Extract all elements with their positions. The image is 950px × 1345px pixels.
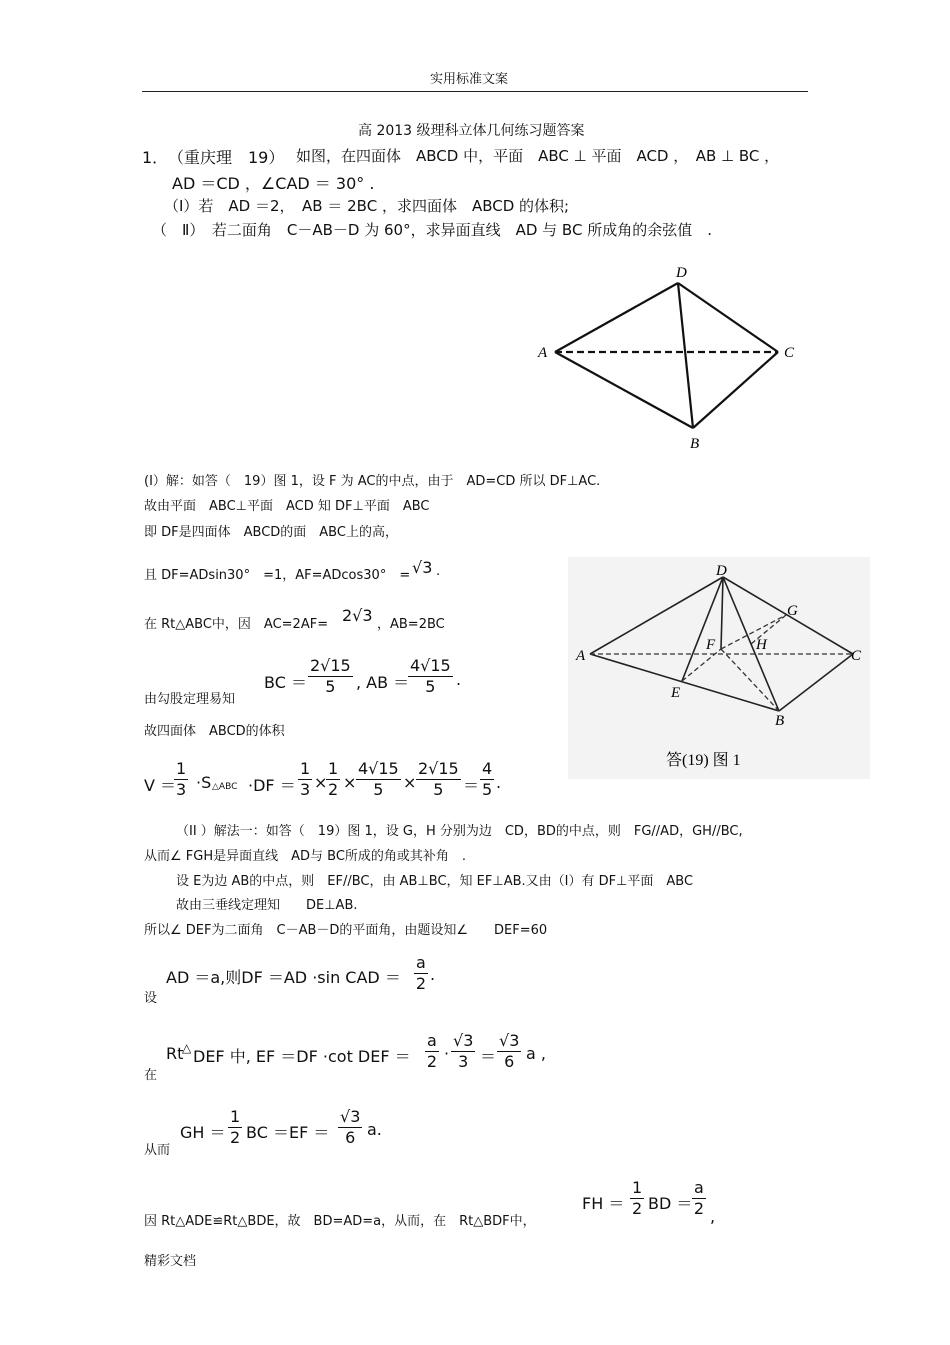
- volume-sub: △ABC: [212, 782, 238, 792]
- q1-frac-den: 2: [415, 974, 426, 993]
- fig2-label-f: F: [706, 637, 716, 653]
- vol-frac-2-den: 3: [300, 780, 311, 799]
- sol-line3: 即 DF是四面体 ABCD的面 ABC上的高，: [144, 525, 398, 540]
- q1-end: .: [430, 965, 436, 984]
- problem-number: 1．: [142, 148, 169, 167]
- fig2-label-a: A: [576, 648, 586, 664]
- volume-s: ·S: [196, 773, 212, 792]
- part2-line1: （II ）解法一：如答（ 19）图 1，设 G，H 分别为边 CD，BD的中点，则 FG//AD，GH//BC,: [176, 824, 743, 839]
- volume-x3: ×: [403, 773, 417, 792]
- volume-end: .: [496, 773, 502, 792]
- vol-frac-3-den: 2: [328, 780, 339, 799]
- tetrahedron-figure: [530, 258, 820, 458]
- q2-frac-1: [425, 1031, 439, 1072]
- q2-end: a ,: [526, 1044, 546, 1063]
- vol-frac-2: [298, 759, 312, 800]
- problem-line1: 如图，在四面体 ABCD 中，平面 ABC ⊥ 平面 ACD ， AB ⊥ BC ，: [296, 147, 780, 165]
- sol-line5c: ，AB=2BC: [377, 617, 445, 632]
- vol-frac-5: [416, 759, 461, 800]
- ab-fraction: [408, 656, 453, 697]
- q4-frac-2: [692, 1178, 706, 1219]
- q1-lead: 设: [144, 991, 158, 1006]
- vol-frac-4-den: 5: [373, 780, 384, 799]
- problem-part1: （Ⅰ）若 AD ＝2， AB ＝ 2BC ，求四面体 ABCD 的体积;: [164, 197, 570, 215]
- q2-frac-1-num: a: [427, 1031, 437, 1050]
- q3-frac-1-den: 2: [230, 1128, 241, 1147]
- q4-bd: BD ＝: [648, 1194, 693, 1213]
- q2-frac-1-den: 2: [426, 1052, 437, 1071]
- q2-eq: ＝: [480, 1047, 497, 1066]
- bc-frac-num: 2√15: [310, 656, 351, 675]
- q4-end: ,: [710, 1207, 716, 1226]
- fig2-label-d: D: [716, 563, 727, 579]
- q3-lead: 从而: [144, 1143, 171, 1158]
- bc-fraction: [308, 656, 353, 697]
- bc-frac-den: 5: [325, 677, 336, 696]
- ab-eq: , AB ＝: [356, 673, 410, 692]
- q1-frac-num: a: [416, 953, 426, 972]
- vol-frac-4: [356, 759, 401, 800]
- vol-frac-6-den: 5: [482, 780, 493, 799]
- fig2-label-b: B: [775, 713, 785, 729]
- vol-frac-6-num: 4: [482, 759, 493, 778]
- volume-x2: ×: [343, 773, 357, 792]
- q3-frac-1-num: 1: [230, 1107, 241, 1126]
- part2-line2: 从而∠ FGH是异面直线 AD与 BC所成的角或其补角 .: [144, 849, 467, 864]
- q2-rt: Rt: [166, 1044, 184, 1063]
- sol-line5b: 2√3: [342, 606, 373, 625]
- q3-end: a.: [367, 1120, 382, 1139]
- vol-frac-1-den: 3: [176, 780, 187, 799]
- q2-frac-3: [497, 1031, 521, 1072]
- problem-part2: （ Ⅱ） 若二面角 C－AB－D 为 60°，求异面直线 AD 与 BC 所成角的余弦值 .: [152, 221, 712, 239]
- part2-line3: 设 E为边 AB的中点，则 EF//BC，由 AB⊥BC，知 EF⊥AB.又由（Ⅰ）有 DF⊥平面 ABC: [176, 874, 694, 889]
- volume-eq: ＝: [463, 776, 480, 795]
- part2-line5: 所以∠ DEF为二面角 C－AB－D的平面角，由题设知∠ DEF=60: [144, 923, 548, 938]
- doc-title: 高 2013 级理科立体几何练习题答案: [358, 123, 585, 139]
- q4-text: 因 Rt△ADE≌Rt△BDE，故 BD=AD=a，从而，在 Rt△BDF中，: [144, 1214, 536, 1229]
- fig2-label-e: E: [671, 685, 681, 701]
- q2-frac-3-den: 6: [504, 1052, 515, 1071]
- sol-line4c: .: [436, 564, 441, 579]
- header-rule: [142, 91, 808, 92]
- problem-line2: AD ＝CD ，∠CAD ＝ 30° .: [172, 174, 375, 193]
- q3-frac-2-num: √3: [340, 1107, 361, 1126]
- vol-frac-4-num: 4√15: [358, 759, 399, 778]
- vol-frac-3-num: 1: [328, 759, 339, 778]
- q2-frac-2-den: 3: [458, 1052, 469, 1071]
- fig1-label-c: C: [784, 345, 795, 361]
- vol-frac-1-num: 1: [176, 759, 187, 778]
- q1-fraction: [414, 953, 428, 994]
- volume-df: ·DF ＝: [248, 776, 296, 795]
- fig2-label-h: H: [756, 637, 767, 653]
- sol-line4a: 且 DF=ADsin30° =1，AF=ADcos30° =: [144, 568, 411, 583]
- ab-frac-num: 4√15: [410, 656, 451, 675]
- sol-line6: 由勾股定理易知: [144, 692, 236, 707]
- vol-frac-1: [174, 759, 188, 800]
- q2-triangle: △: [182, 1041, 192, 1055]
- q2-frac-3-num: √3: [499, 1031, 520, 1050]
- fig2-label-c: C: [851, 648, 862, 664]
- q3-frac-2: [338, 1107, 362, 1148]
- q3-lhs: GH ＝: [180, 1123, 226, 1142]
- q4-fh: FH ＝: [582, 1194, 625, 1213]
- vol-frac-2-num: 1: [300, 759, 311, 778]
- q2-dot: ·: [444, 1044, 450, 1063]
- q3-mid: BC ＝EF ＝: [246, 1123, 330, 1142]
- part2-line4: 故由三垂线定理知 DE⊥AB.: [176, 898, 358, 913]
- page-footer: 精彩文档: [144, 1254, 197, 1269]
- fig2-caption: 答(19) 图 1: [666, 752, 741, 769]
- vol-frac-3: [326, 759, 340, 800]
- problem-source: （重庆理 19）: [168, 148, 285, 167]
- vol-frac-6: [480, 759, 494, 800]
- volume-x1: ×: [314, 773, 328, 792]
- q2-frac-2: [451, 1031, 475, 1072]
- fig1-label-b: B: [690, 436, 700, 452]
- sol-line1: (I）解：如答（ 19）图 1，设 F 为 AC的中点，由于 AD=CD 所以 DF⊥AC.: [144, 474, 601, 489]
- q2-lead: 在: [144, 1068, 158, 1083]
- q4-frac-1: [630, 1178, 644, 1219]
- fig2-label-g: G: [787, 603, 798, 619]
- fig1-label-a: A: [538, 345, 548, 361]
- q4-frac-2-num: a: [694, 1178, 704, 1197]
- sol-line7: 故四面体 ABCD的体积: [144, 724, 285, 739]
- q3-frac-2-den: 6: [345, 1128, 356, 1147]
- q4-frac-1-den: 2: [632, 1199, 643, 1218]
- volume-lhs: V ＝: [144, 776, 177, 795]
- q4-frac-2-den: 2: [693, 1199, 704, 1218]
- q1-lhs: AD ＝a,则DF ＝AD ·sin CAD ＝: [166, 968, 401, 987]
- fig1-label-d: D: [676, 265, 687, 281]
- q2-frac-2-num: √3: [453, 1031, 474, 1050]
- sol-line2: 故由平面 ABC⊥平面 ACD 知 DF⊥平面 ABC: [144, 499, 430, 514]
- q2-mid: DEF 中, EF ＝DF ·cot DEF ＝: [193, 1047, 411, 1066]
- answer-figure: [568, 557, 870, 779]
- ab-frac-den: 5: [425, 677, 436, 696]
- page-header: 实用标准文案: [430, 72, 509, 87]
- sol-line4b: √3: [412, 558, 433, 577]
- q4-frac-1-num: 1: [632, 1178, 643, 1197]
- ab-end: .: [456, 670, 462, 689]
- vol-frac-5-num: 2√15: [418, 759, 459, 778]
- sol-line5a: 在 Rt△ABC中，因 AC=2AF=: [144, 617, 329, 632]
- bc-eq: BC ＝: [264, 673, 307, 692]
- vol-frac-5-den: 5: [433, 780, 444, 799]
- q3-frac-1: [228, 1107, 242, 1148]
